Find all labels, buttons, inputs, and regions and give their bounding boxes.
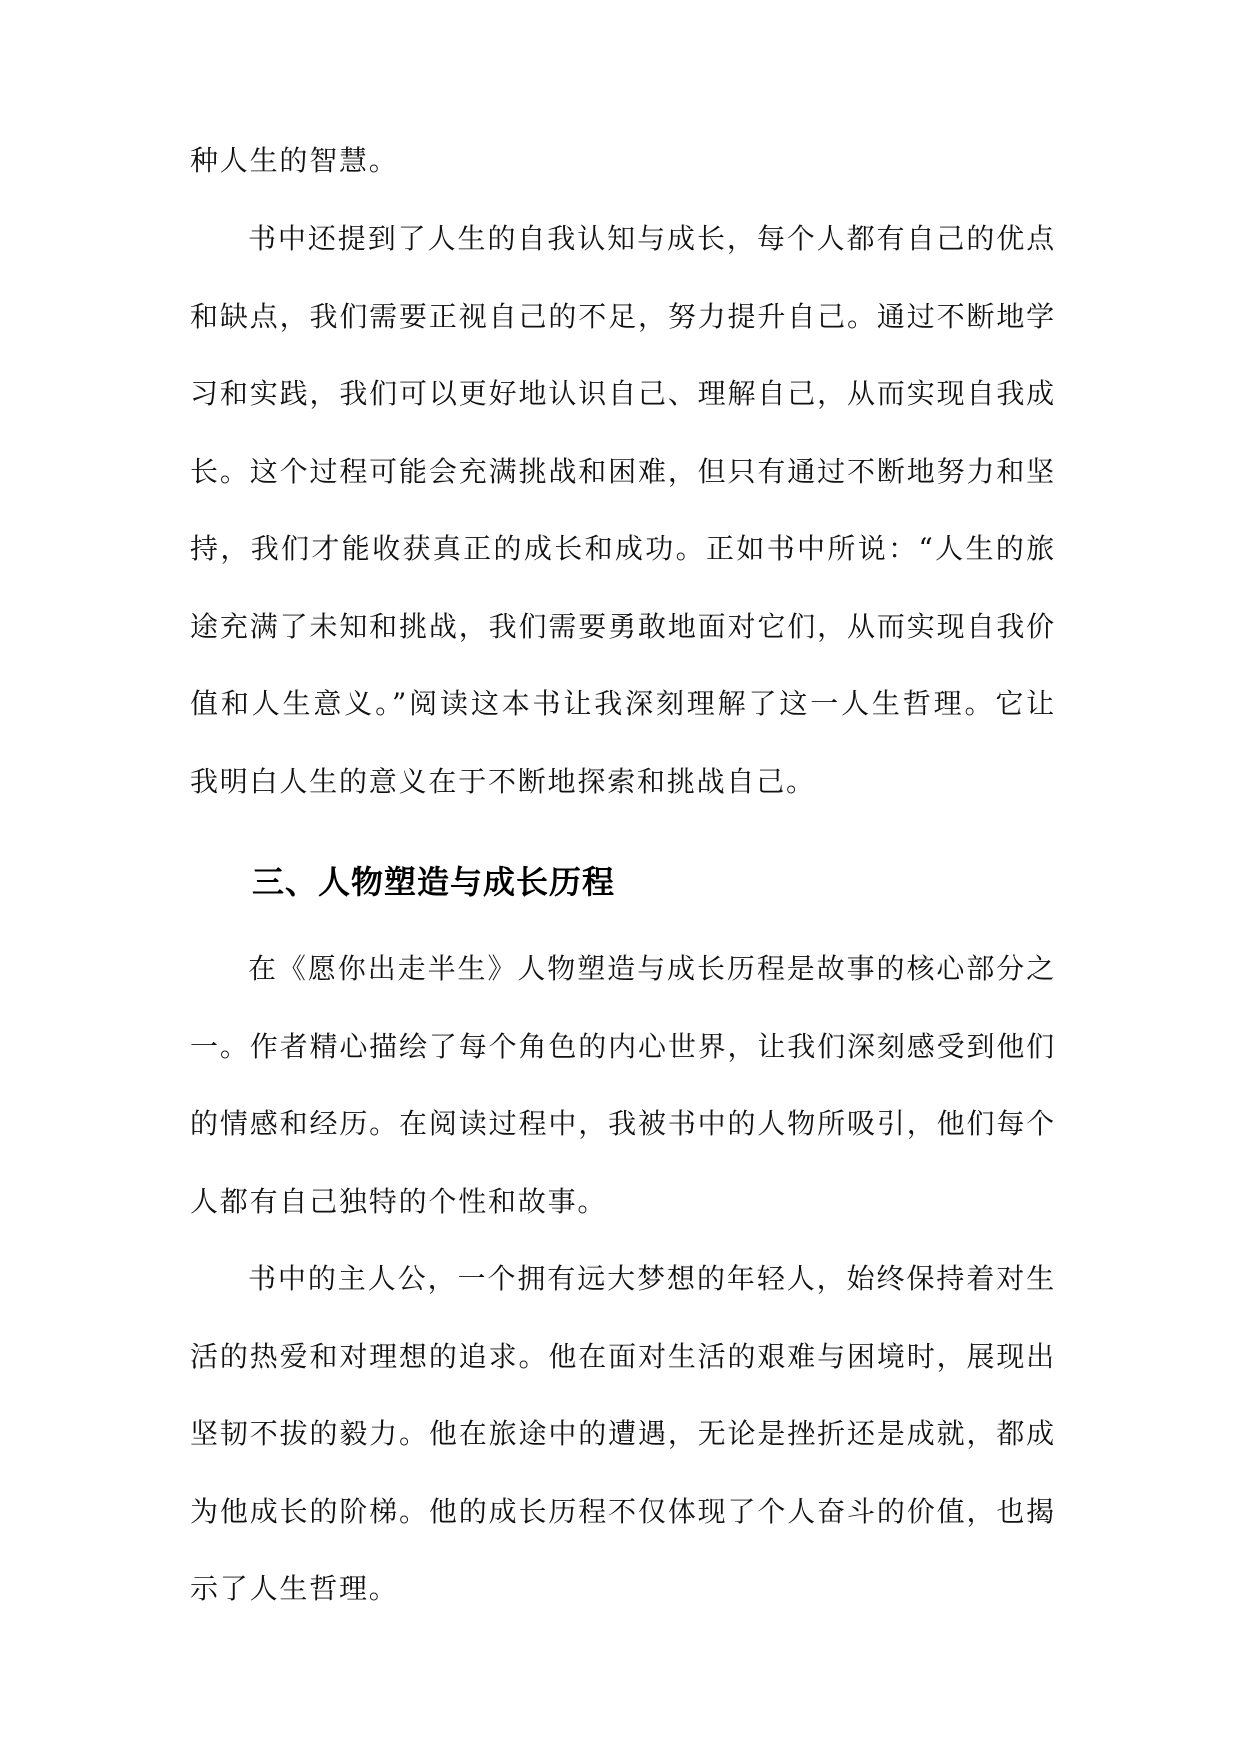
paragraph-self-growth: 书中还提到了人生的自我认知与成长，每个人都有自己的优点和缺点，我们需要正视自己的不足，努力提升自己。通过不断地学习和实践，我们可以更好地认识自己、理解自己，从而实现自我成长。这个过程可能会充满挑战和困难，但只有通过不断地努力和坚持，我们才能收获真正的成长和成功。正如书中所说：“人生的旅途充满了未知和挑战，我们需要勇敢地面对它们，从而实现自我价值和人生意义。”阅读这本书让我深刻理解了这一人生哲理。它让我明白人生的意义在于不断地探索和挑战自己。 (190, 222, 1056, 798)
section-heading: 三、人物塑造与成长历程 (252, 863, 616, 901)
paragraph-character-intro: 在《愿你出走半生》人物塑造与成长历程是故事的核心部分之一。作者精心描绘了每个角色的内心世界，让我们深刻感受到他们的情感和经历。在阅读过程中，我被书中的人物所吸引，他们每个人都有自己独特的个性和故事。 (190, 952, 1056, 1218)
paragraph-protagonist: 书中的主人公，一个拥有远大梦想的年轻人，始终保持着对生活的热爱和对理想的追求。他在面对生活的艰难与困境时，展现出坚韧不拔的毅力。他在旅途中的遭遇，无论是挫折还是成就，都成为他成长的阶梯。他的成长历程不仅体现了个人奋斗的价值，也揭示了人生哲理。 (190, 1262, 1056, 1605)
paragraph-continuation: 种人生的智慧。 (190, 144, 399, 177)
